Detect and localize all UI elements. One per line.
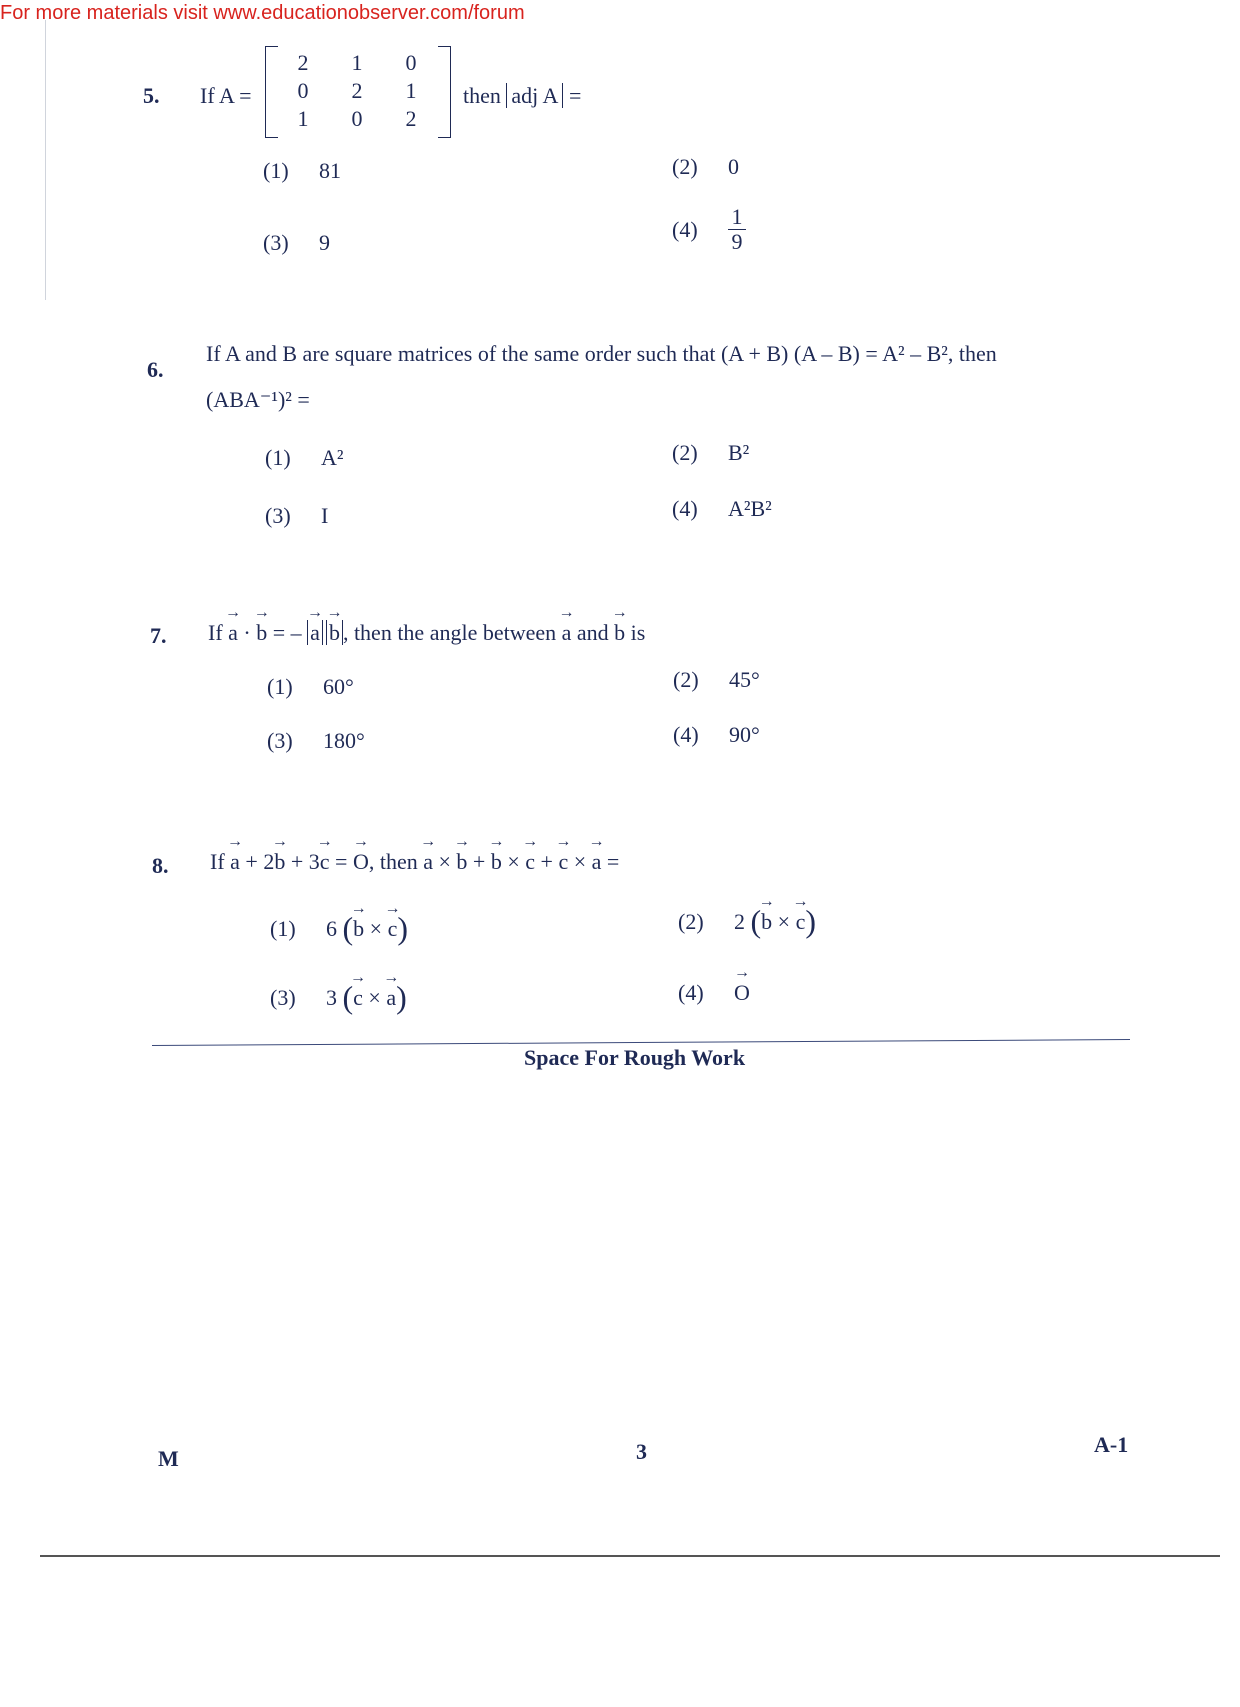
coefficient-two: 2 (263, 849, 275, 874)
cross-operator: × (507, 849, 520, 874)
vector-c: → c (558, 849, 568, 875)
vector-a: → a (386, 985, 396, 1011)
question-8-text (210, 849, 619, 875)
option-number: (3) (270, 985, 296, 1010)
option-number: (1) (263, 158, 289, 183)
q7-option-2[interactable] (673, 667, 760, 693)
vector-c: → c (353, 985, 363, 1011)
question-5-suffix (463, 83, 581, 109)
q6-option-4[interactable] (672, 496, 772, 522)
option-coefficient: 3 (326, 985, 337, 1010)
vector-b: → b (456, 849, 467, 875)
question-8-number: 8. (152, 853, 169, 878)
determinant-bars (506, 83, 563, 108)
and-word: and (576, 620, 609, 645)
option-value: A²B² (728, 496, 772, 521)
cross-operator: × (368, 985, 381, 1010)
footer-left: M (158, 1446, 179, 1471)
option-number: (4) (672, 216, 698, 242)
source-link[interactable]: For more materials visit www.educationobserver.com/forum (0, 2, 525, 24)
bottom-rule (40, 1555, 1220, 1557)
left-paren: ( (750, 903, 762, 939)
plus-operator: + (290, 849, 304, 874)
option-number: (3) (267, 728, 293, 753)
vector-zero: → O (353, 849, 369, 875)
matrix-cell: 1 (351, 50, 363, 75)
q5-option-4[interactable] (672, 205, 746, 254)
matrix-cell: 1 (405, 78, 417, 103)
option-number: (2) (672, 440, 698, 465)
left-edge-mark (45, 20, 46, 300)
option-number: (3) (265, 503, 291, 528)
cross-operator: × (777, 909, 791, 934)
question-7-number: 7. (150, 623, 167, 648)
option-number: (2) (672, 154, 698, 179)
vector-c: → c (388, 916, 398, 942)
question-6-number: 6. (147, 357, 164, 382)
option-coefficient: 6 (326, 916, 337, 941)
vector-a: → a (423, 849, 433, 875)
option-value: 9 (319, 230, 330, 255)
plus-operator: + (472, 849, 486, 874)
matrix-left-bracket (265, 46, 278, 138)
cross-operator: × (573, 849, 587, 874)
if-word: If (208, 620, 223, 645)
fraction-numerator: 1 (731, 204, 743, 229)
rough-work-heading: Space For Rough Work (524, 1045, 746, 1070)
option-number: (1) (267, 674, 293, 699)
vector-a: → a (310, 620, 320, 646)
matrix-right-bracket (438, 46, 451, 138)
fraction-denominator: 9 (731, 229, 743, 254)
q7-option-3[interactable] (267, 728, 365, 754)
vector-b: → b (353, 916, 364, 942)
q7-option-4[interactable] (673, 722, 760, 748)
q5-option-1[interactable] (263, 158, 341, 184)
dot-operator: · (243, 620, 251, 645)
vector-b: → b (614, 620, 625, 646)
q6-option-2[interactable] (672, 440, 749, 466)
plus-operator: + (245, 849, 258, 874)
q8-option-4[interactable] (678, 980, 750, 1006)
vector-a: → a (562, 620, 572, 646)
matrix-cell: 2 (297, 50, 309, 75)
question-6-line-2: (ABA⁻¹)² = (206, 387, 310, 412)
matrix-cell: 0 (405, 50, 417, 75)
coefficient-three: 3 (308, 849, 320, 874)
left-paren: ( (342, 979, 354, 1015)
matrix-cell: 0 (297, 78, 309, 103)
magnitude-a (307, 620, 323, 645)
equals-sign: = (606, 849, 620, 874)
matrix-cell: 2 (405, 106, 417, 131)
option-number: (4) (678, 980, 704, 1005)
cross-operator: × (438, 849, 451, 874)
magnitude-b (326, 620, 343, 645)
vector-b: → b (761, 909, 772, 935)
right-paren: ) (396, 979, 407, 1015)
vector-a: → a (230, 849, 240, 875)
q8-option-3[interactable] (270, 979, 407, 1016)
matrix-cell: 1 (297, 106, 309, 131)
matrix-cell: 2 (351, 78, 363, 103)
vector-a: → a (228, 620, 238, 646)
q5-option-2[interactable] (672, 154, 739, 180)
option-value: 180° (323, 728, 365, 753)
right-paren: ) (397, 910, 408, 946)
option-number: (4) (672, 496, 698, 521)
equals-sign: = (568, 83, 582, 108)
option-number: (3) (263, 230, 289, 255)
option-number: (1) (265, 445, 291, 470)
fraction-one-ninth (728, 205, 746, 254)
q6-option-1[interactable] (265, 445, 343, 471)
then-clause: , then (368, 849, 418, 874)
option-value: A² (321, 445, 344, 470)
footer-right: A-1 (1094, 1432, 1129, 1457)
vector-c: → c (796, 909, 806, 935)
vector-c: → c (525, 849, 535, 875)
plus-operator: + (540, 849, 553, 874)
question-5-prefix: If A = (200, 83, 252, 108)
adj-a-text: adj A (511, 83, 559, 108)
left-paren: ( (342, 910, 354, 946)
if-word: If (210, 849, 225, 874)
then-word: then (463, 83, 501, 108)
option-number: (4) (673, 722, 699, 747)
vector-a: → a (592, 849, 602, 875)
option-value: 0 (728, 154, 739, 179)
is-word: is (630, 620, 646, 645)
q5-option-3[interactable] (263, 230, 330, 256)
option-value: 45° (729, 667, 760, 692)
matrix-cell: 0 (351, 106, 363, 131)
question-6-line-1: If A and B are square matrices of the same order such that (A + B) (A – B) = A² – B², then (206, 341, 997, 366)
matrix-a (265, 46, 451, 136)
page-number: 3 (636, 1439, 647, 1464)
option-value: B² (728, 440, 750, 465)
q6-option-3[interactable] (265, 503, 328, 529)
cross-operator: × (369, 916, 383, 941)
option-number: (1) (270, 916, 296, 941)
q7-option-1[interactable] (267, 674, 354, 700)
vector-b: → b (274, 849, 285, 875)
question-7-text (208, 620, 645, 646)
option-coefficient: 2 (734, 909, 745, 934)
option-value: 81 (319, 158, 341, 183)
equals-minus: = – (272, 620, 302, 645)
question-5-number: 5. (143, 83, 160, 108)
vector-b: → b (491, 849, 502, 875)
option-number: (2) (673, 667, 699, 692)
equals-sign: = (335, 849, 348, 874)
option-value: 60° (323, 674, 354, 699)
vector-zero: → O (734, 980, 750, 1006)
option-value: I (321, 503, 329, 528)
option-value: 90° (729, 722, 760, 747)
q8-option-1[interactable] (270, 910, 408, 947)
right-paren: ) (805, 903, 816, 939)
vector-b: → b (329, 620, 340, 646)
q8-option-2[interactable] (678, 903, 816, 940)
vector-b: → b (256, 620, 267, 646)
vector-c: → c (320, 849, 330, 875)
option-number: (2) (678, 909, 704, 934)
then-clause: , then the angle between (342, 620, 557, 645)
